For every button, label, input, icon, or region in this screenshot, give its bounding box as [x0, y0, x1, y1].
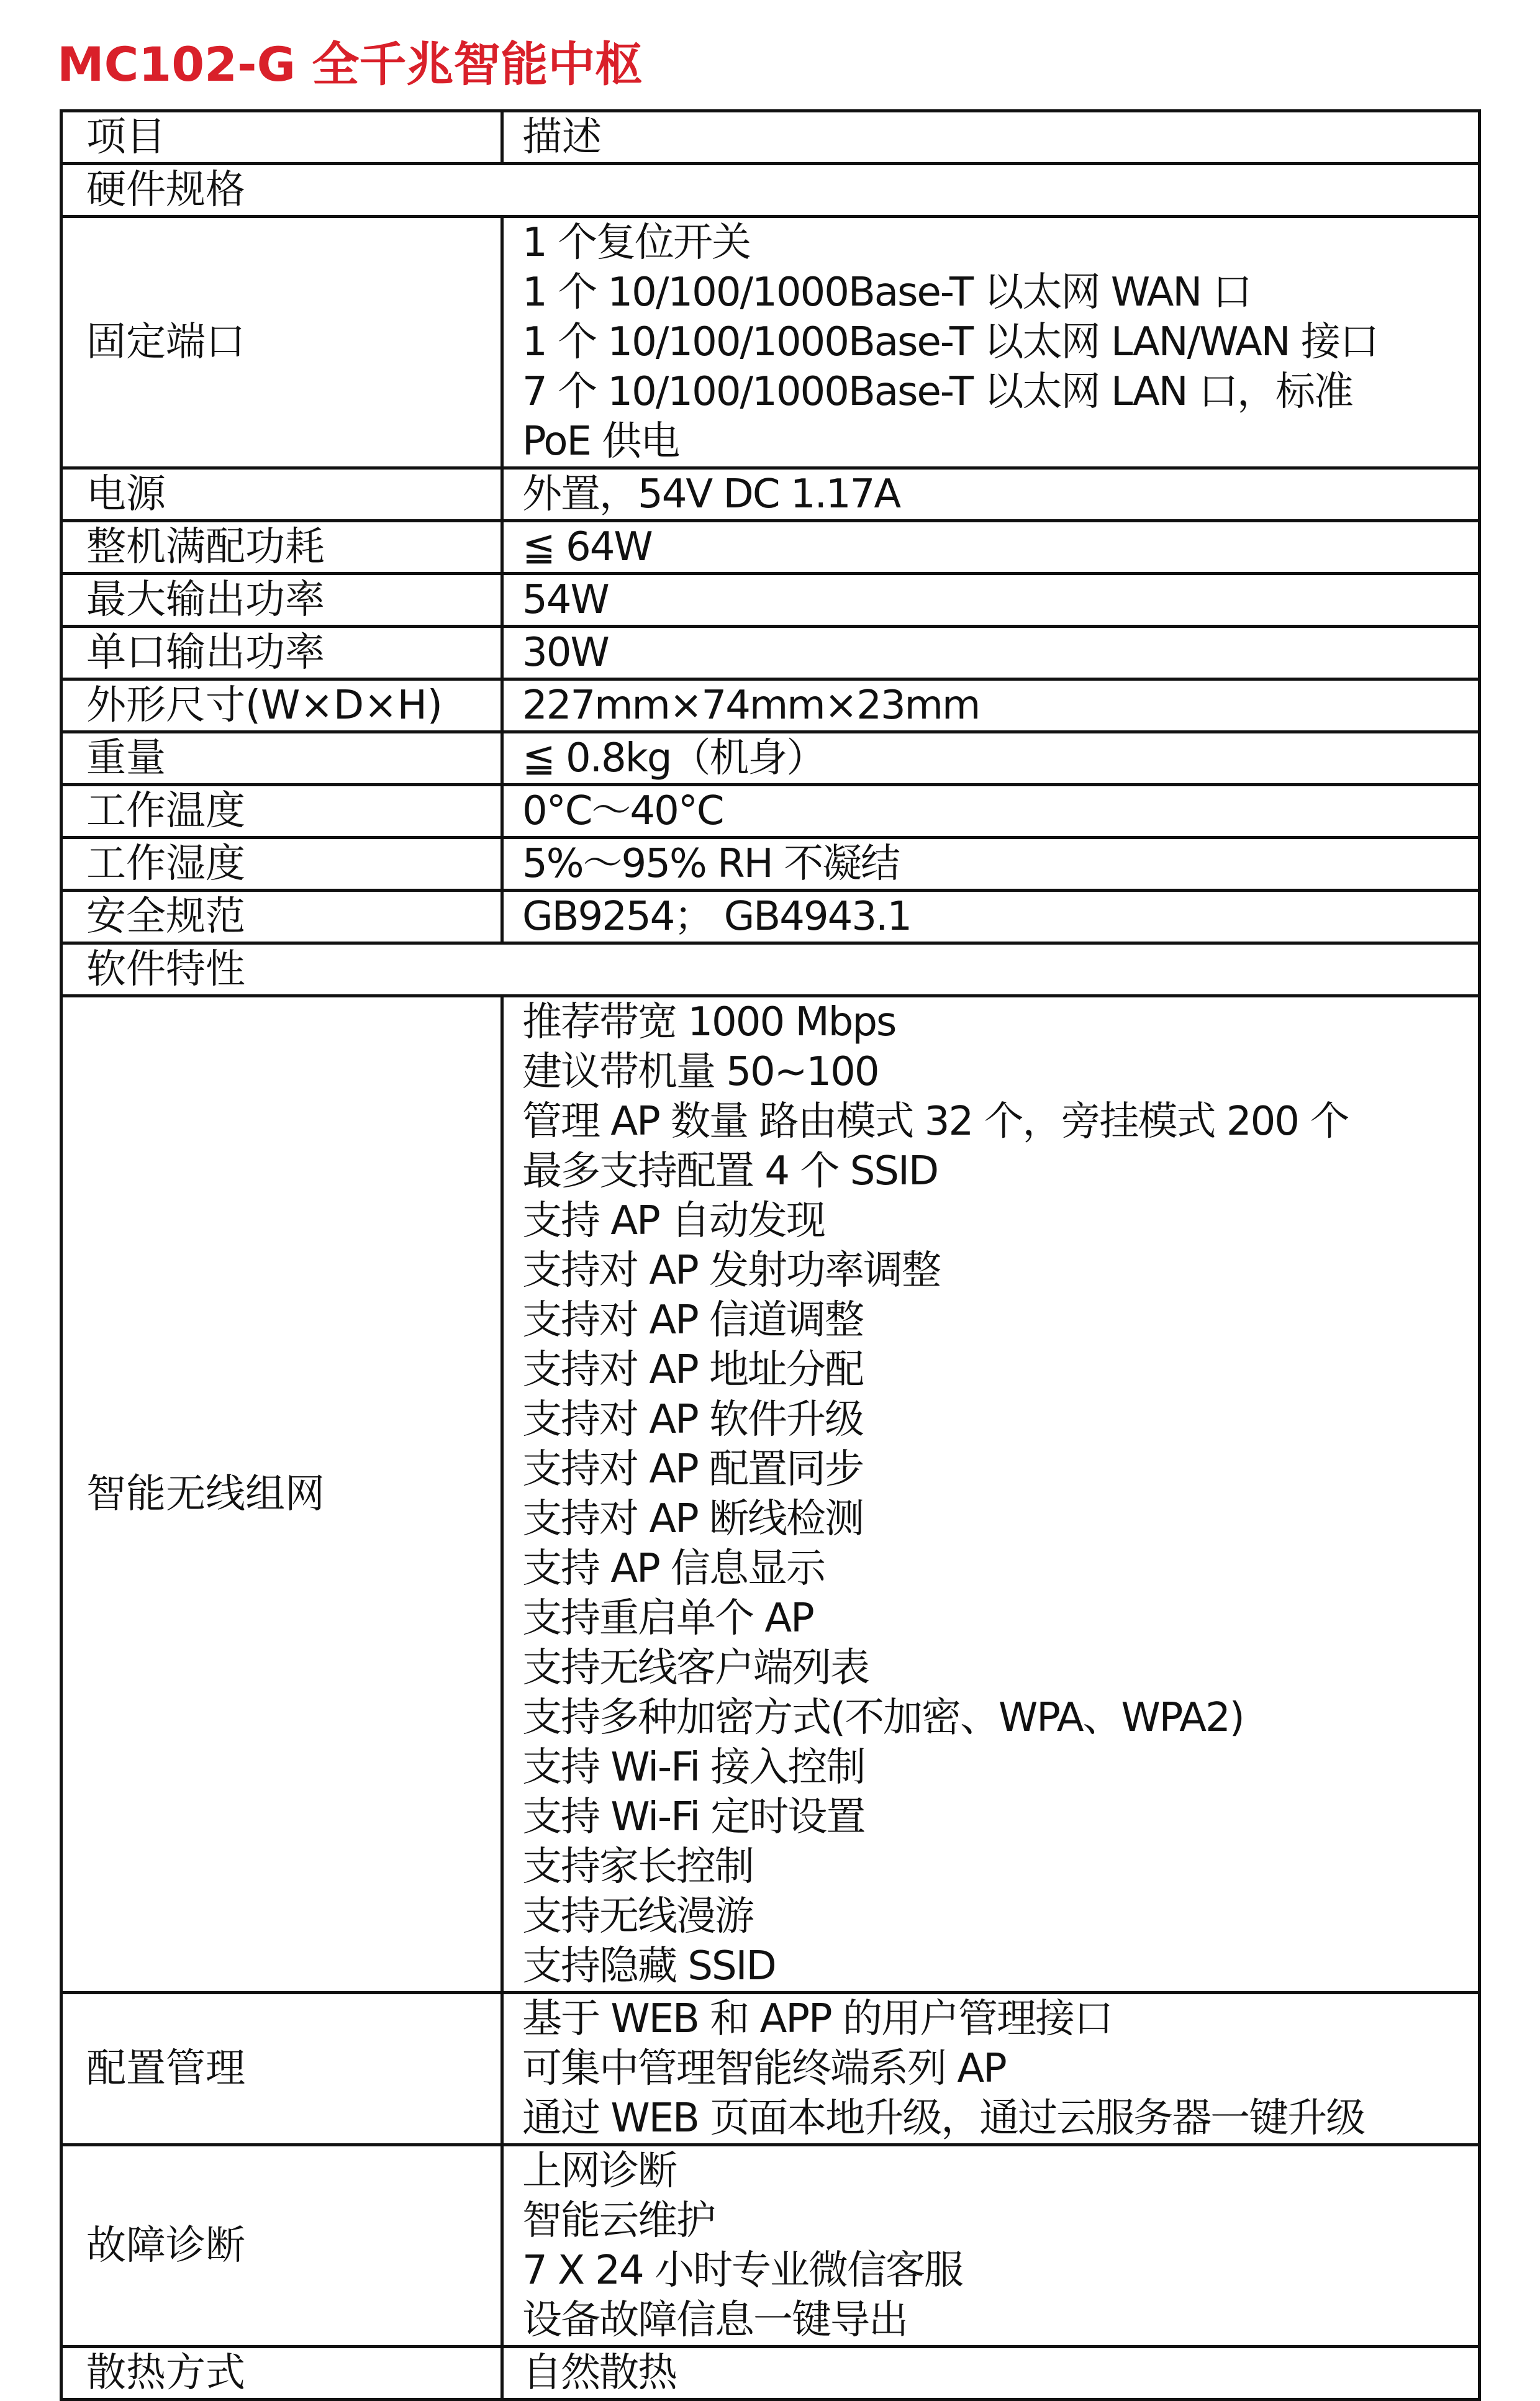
row-label: 单口输出功率 — [61, 627, 502, 679]
value-line: 支持对 AP 配置同步 — [522, 1446, 864, 1492]
value-line: 支持 AP 自动发现 — [522, 1198, 825, 1244]
row-value — [502, 468, 1480, 521]
value-line: 建议带机量 50~100 — [522, 1049, 879, 1095]
row-label: 故障诊断 — [61, 2145, 502, 2347]
table-row — [61, 2145, 1480, 2347]
value-line: 30W — [522, 630, 609, 676]
value-line: PoE 供电 — [522, 419, 679, 465]
table-row — [61, 838, 1480, 891]
value-line: 管理 AP 数量 路由模式 32 个，旁挂模式 200 个 — [522, 1099, 1349, 1145]
table-row — [61, 468, 1480, 521]
hardware-rows — [61, 217, 1480, 943]
value-line: 支持无线漫游 — [522, 1894, 753, 1940]
value-line: 支持重启单个 AP — [522, 1595, 813, 1641]
row-label: 整机满配功耗 — [61, 521, 502, 574]
row-value — [502, 996, 1480, 1993]
value-line: 1 个复位开关 — [522, 220, 751, 266]
value-line: 可集中管理智能终端系列 AP — [522, 2046, 1006, 2092]
value-line: 支持 Wi-Fi 接入控制 — [522, 1745, 865, 1791]
value-line: 7 个 10/100/1000Base-T 以太网 LAN 口，标准 — [522, 369, 1352, 415]
value-line: 智能云维护 — [522, 2198, 715, 2244]
value-line: 最多支持配置 4 个 SSID — [522, 1148, 938, 1194]
section-label-hardware: 硬件规格 — [61, 164, 1480, 217]
table-row — [61, 732, 1480, 785]
table-row — [61, 574, 1480, 627]
row-value — [502, 838, 1480, 891]
row-value — [502, 732, 1480, 785]
value-line: 5%～95% RH 不凝结 — [522, 841, 900, 887]
row-value — [502, 627, 1480, 679]
table-row — [61, 521, 1480, 574]
row-label: 电源 — [61, 468, 502, 521]
row-label: 固定端口 — [61, 217, 502, 468]
row-value — [502, 679, 1480, 732]
value-line: 支持隐藏 SSID — [522, 1943, 776, 1989]
column-header-item: 项目 — [61, 111, 502, 164]
value-line: 0°C～40°C — [522, 788, 723, 834]
value-line: 基于 WEB 和 APP 的用户管理接口 — [522, 1996, 1112, 2042]
section-row-hardware — [61, 164, 1480, 217]
row-label: 工作湿度 — [61, 838, 502, 891]
row-value — [502, 521, 1480, 574]
row-label: 智能无线组网 — [61, 996, 502, 1993]
value-line: 支持多种加密方式(不加密、WPA、WPA2) — [522, 1695, 1244, 1741]
software-rows — [61, 996, 1480, 2400]
value-line: 1 个 10/100/1000Base-T 以太网 WAN 口 — [522, 270, 1251, 315]
row-value — [502, 217, 1480, 468]
value-line: 支持无线客户端列表 — [522, 1645, 869, 1691]
value-line: 设备故障信息一键导出 — [522, 2297, 907, 2343]
row-value — [502, 574, 1480, 627]
value-line: 支持家长控制 — [522, 1844, 753, 1890]
value-line: 支持对 AP 软件升级 — [522, 1397, 864, 1443]
row-value — [502, 2347, 1480, 2400]
row-value — [502, 891, 1480, 943]
value-line: ≦ 64W — [522, 524, 652, 570]
value-line: 支持对 AP 断线检测 — [522, 1496, 864, 1542]
spec-table — [60, 109, 1481, 2401]
table-row — [61, 2347, 1480, 2400]
value-line: 227mm×74mm×23mm — [522, 683, 980, 728]
section-row-software — [61, 943, 1480, 996]
table-row — [61, 1993, 1480, 2145]
column-header-description: 描述 — [502, 111, 1480, 164]
value-line: 支持 Wi-Fi 定时设置 — [522, 1794, 865, 1840]
value-line: 外置，54V DC 1.17A — [522, 471, 900, 517]
value-line: 支持对 AP 信道调整 — [522, 1297, 864, 1343]
table-row — [61, 679, 1480, 732]
row-value — [502, 785, 1480, 838]
value-line: 自然散热 — [522, 2350, 676, 2396]
section-label-software: 软件特性 — [61, 943, 1480, 996]
value-line: 54W — [522, 577, 609, 623]
value-line: ≦ 0.8kg（机身） — [522, 735, 825, 781]
row-label: 散热方式 — [61, 2347, 502, 2400]
value-line: 支持对 AP 发射功率调整 — [522, 1248, 941, 1294]
table-row — [61, 627, 1480, 679]
row-label: 重量 — [61, 732, 502, 785]
row-label: 外形尺寸(W×D×H) — [61, 679, 502, 732]
row-value — [502, 1993, 1480, 2145]
value-line: 支持对 AP 地址分配 — [522, 1347, 864, 1393]
value-line: GB9254； GB4943.1 — [522, 894, 912, 940]
row-label: 最大输出功率 — [61, 574, 502, 627]
row-label: 工作温度 — [61, 785, 502, 838]
value-line: 通过 WEB 页面本地升级，通过云服务器一键升级 — [522, 2095, 1365, 2141]
table-row — [61, 996, 1480, 1993]
value-line: 推荐带宽 1000 Mbps — [522, 999, 896, 1045]
table-row — [61, 217, 1480, 468]
document-title: MC102-G 全千兆智能中枢 — [57, 37, 643, 92]
table-row — [61, 891, 1480, 943]
row-value — [502, 2145, 1480, 2347]
value-line: 1 个 10/100/1000Base-T 以太网 LAN/WAN 接口 — [522, 319, 1378, 365]
row-label: 配置管理 — [61, 1993, 502, 2145]
value-line: 7 X 24 小时专业微信客服 — [522, 2248, 963, 2294]
value-line: 支持 AP 信息显示 — [522, 1546, 825, 1592]
row-label: 安全规范 — [61, 891, 502, 943]
value-line: 上网诊断 — [522, 2148, 676, 2194]
table-row — [61, 785, 1480, 838]
table-header-row — [61, 111, 1480, 164]
